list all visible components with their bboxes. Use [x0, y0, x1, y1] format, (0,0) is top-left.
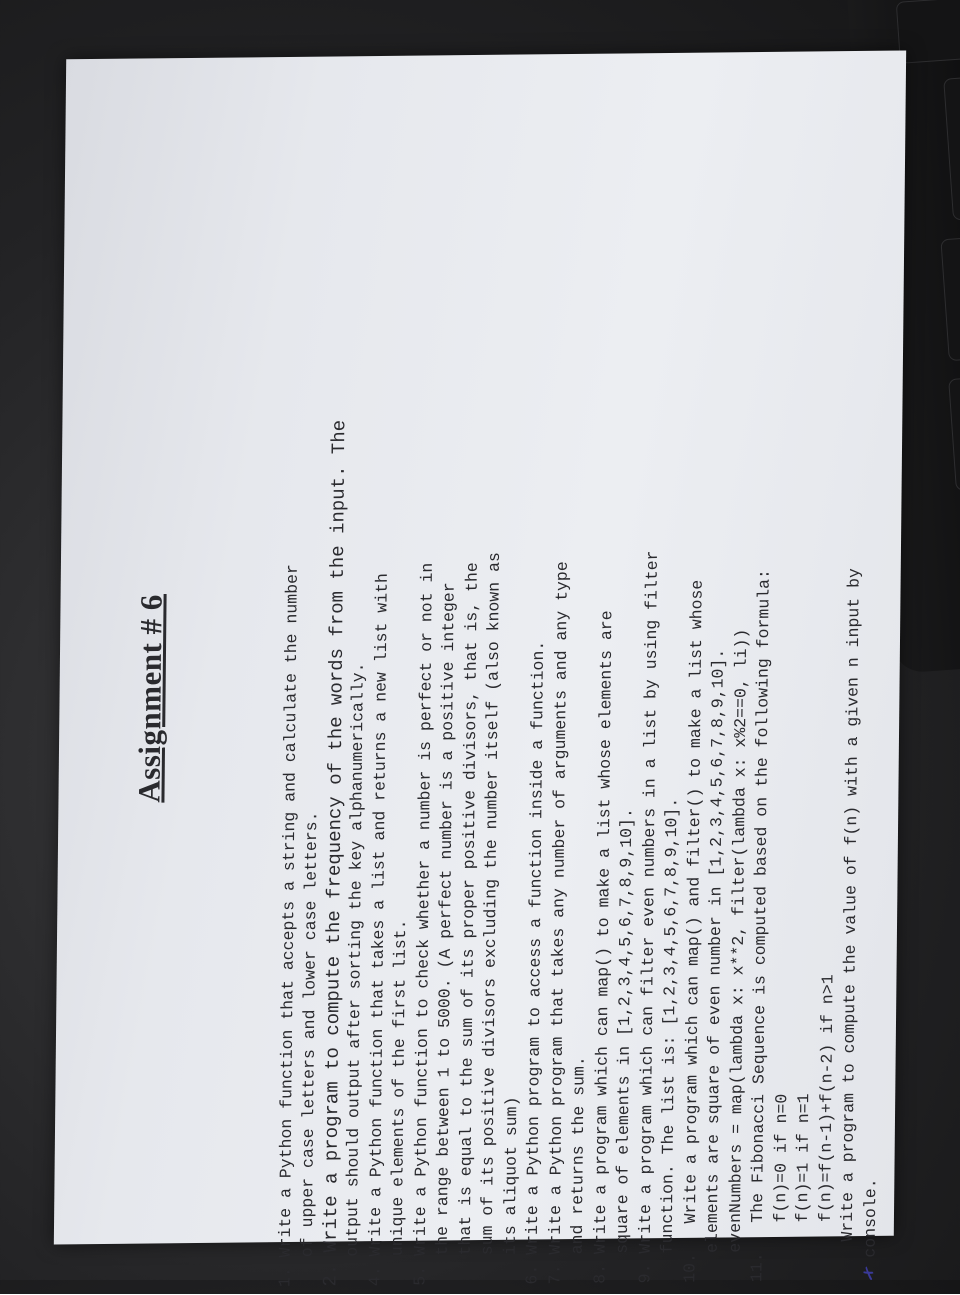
- question-list: [274, 101, 894, 1288]
- text-line: 2. Write a program to compute the frequency of the words from the input. The: [318, 419, 350, 1287]
- pen-mark-icon: ✗: [858, 1263, 882, 1285]
- text-line: of upper case letters and lower case letters.: [297, 811, 322, 1287]
- assignment-content: [133, 100, 945, 1289]
- text-line: 1. Write a Python function that accepts a string and calculate the number: [274, 564, 302, 1288]
- paper-sheet: [54, 51, 906, 1288]
- text-line-end: console.: [860, 1178, 880, 1258]
- text-line: 7. Write a Python program that takes any number of arguments and any type: [544, 561, 572, 1285]
- keyboard-key: [948, 376, 960, 491]
- text-line: square of elements in [1,2,3,4,5,6,7,8,9,10].: [612, 808, 637, 1284]
- text-line: that is equal to the sum of its proper positive divisors, that is, the: [454, 562, 482, 1286]
- text-line: 10. Write a program which can map() and filter() to make a list whose: [679, 579, 707, 1283]
- text-line: f(n)=f(n-1)+f(n-2) if n>1: [814, 974, 838, 1282]
- text-line: f(n)=0 if n=0: [769, 1093, 791, 1282]
- text-line: sum of its positive divisors excluding the number itself (also known as: [477, 552, 504, 1286]
- text-line: Write a program to compute the value of f(n) with a given n input by: [837, 568, 864, 1282]
- text-line: f(n)=1 if n=1: [792, 1093, 814, 1282]
- text-line: 6. Write a Python program to access a function inside a function.: [522, 640, 549, 1285]
- keyboard-key: [943, 77, 960, 221]
- text-line: function. The list is: [1,2,3,4,5,6,7,8,9,10].: [657, 797, 682, 1284]
- text-line: and returns the sum.: [567, 1056, 589, 1285]
- page-title: Assignment # 6: [131, 594, 169, 803]
- text-line: unique elements of the first list.: [387, 919, 411, 1287]
- text-line: 9. Write a program which can filter even numbers in a list by using filter: [634, 550, 662, 1284]
- text-line: its aliquot sum): [499, 1096, 521, 1285]
- text-line: the range between 1 to 5000. (A perfect number is a positive integer: [432, 582, 459, 1286]
- text-line: 11. The Fibonacci Sequence is computed based on the following formula:: [747, 568, 774, 1283]
- text-line: output should output after sorting the key alphanumerically.: [342, 662, 368, 1287]
- text-line: 4. Write a Python function that takes a list and returns a new list with: [364, 573, 392, 1287]
- text-line: 5. Write a Python function to check whether a number is perfect or not in: [409, 562, 437, 1286]
- text-line: 8. Write a program which can map() to make a list whose elements are: [589, 610, 616, 1284]
- text-line: evenNumbers = map(lambda x: x**2, filter(lambda x: x%2==0, li)): [724, 628, 751, 1283]
- text-line: elements are square of even number in [1,2,3,4,5,6,7,8,9,10].: [702, 648, 728, 1283]
